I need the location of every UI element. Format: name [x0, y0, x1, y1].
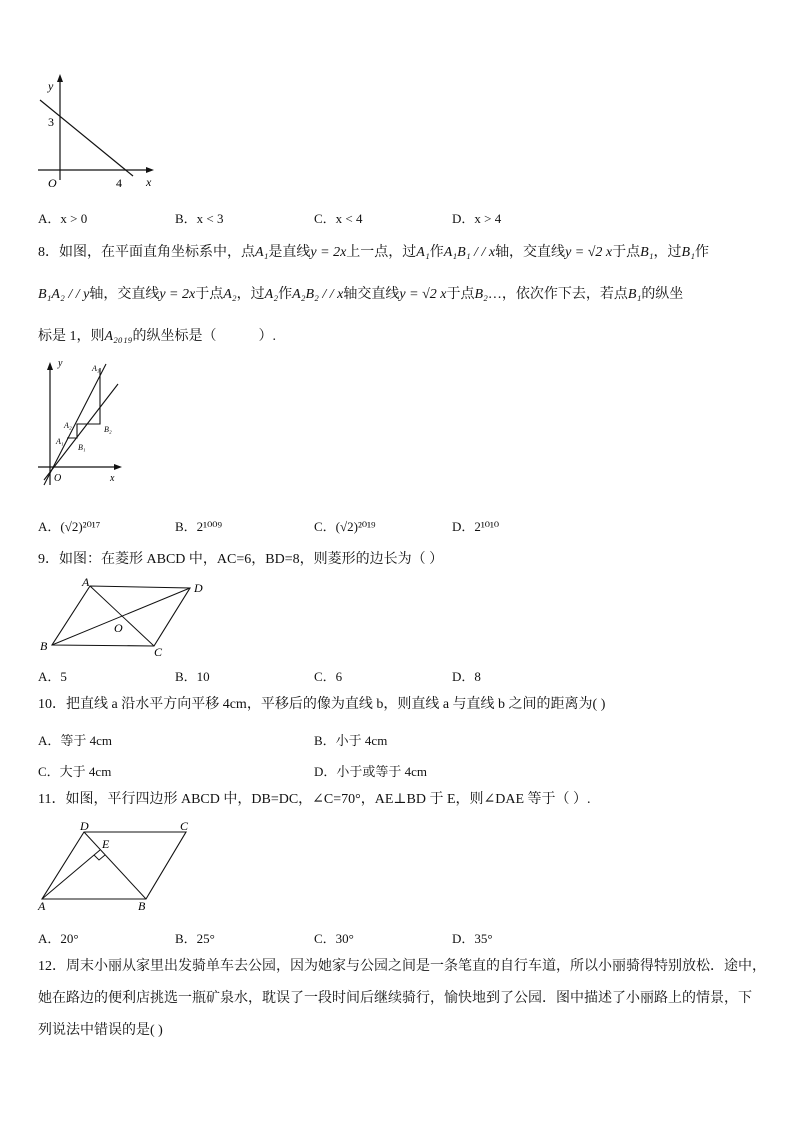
q7-option-c[interactable]: C．x < 4 — [314, 211, 363, 226]
q8-text: 轴，交直线 — [495, 245, 566, 260]
q8-text: 于点 — [612, 245, 641, 260]
q11-option-d[interactable]: D．35° — [452, 931, 493, 946]
q8-math: y = √2 x — [399, 287, 447, 302]
label-C: C — [180, 819, 189, 833]
q8-math: A₂B₂ / / x — [292, 287, 344, 302]
origin-label: O — [48, 176, 57, 190]
q8-text: 轴，交直线 — [89, 287, 160, 302]
q8-math: y = 2x — [159, 287, 196, 302]
q8-text: 作 — [278, 287, 293, 302]
q8-option-a[interactable]: A．(√2)²⁰¹⁷ — [38, 519, 101, 534]
q11-option-c[interactable]: C．30° — [314, 931, 354, 946]
q9-option-c[interactable]: C．6 — [314, 669, 343, 684]
label-E: E — [102, 837, 110, 851]
q10-option-b[interactable]: B．小于 4cm — [314, 733, 388, 748]
label-A2: A₂ — [64, 421, 72, 430]
q8-line-1 — [38, 246, 709, 260]
label-B1: B₁ — [78, 443, 86, 452]
right-angle-mark — [94, 855, 105, 860]
label-D: D — [80, 819, 89, 833]
x-label: x — [110, 473, 115, 484]
q8-text: 是直线 — [268, 245, 311, 260]
y-axis-arrow — [47, 362, 53, 370]
x-tick-label: 4 — [116, 176, 122, 190]
label-D: D — [194, 581, 203, 595]
q11-option-a[interactable]: A．20° — [38, 931, 79, 946]
q8-graph — [30, 360, 130, 490]
q7-option-a[interactable]: A．x > 0 — [38, 211, 88, 226]
label-B: B — [40, 639, 48, 653]
y-tick-label: 3 — [48, 115, 54, 129]
q10-stem: 10．把直线 a 沿水平方向平移 4cm，平移后的像为直线 b，则直线 a 与直线 b 之间的距离为( ) — [38, 697, 606, 712]
q12-line-2: 她在路边的便利店挑选一瓶矿泉水，耽误了一段时间后继续骑行，愉快地到了公园．图中描述了小丽路上的情景，下 — [38, 991, 752, 1006]
q8-math: B₁ — [640, 245, 654, 260]
q9-stem: 9．如图：在菱形 ABCD 中，AC=6，BD=8，则菱形的边长为（ ） — [38, 552, 444, 567]
q8-option-d[interactable]: D．2¹⁰¹⁰ — [452, 519, 500, 534]
q11-parallelogram-figure — [34, 816, 214, 916]
label-A: A — [82, 576, 90, 589]
q8-math: B₂ — [474, 287, 488, 302]
q8-text: ，过 — [236, 287, 265, 302]
q8-line-2 — [38, 288, 683, 302]
q8-text: 作 — [429, 245, 444, 260]
q10-option-c[interactable]: C．大于 4cm — [38, 764, 112, 779]
label-O: O — [114, 621, 123, 635]
label-B2: B₂ — [104, 425, 112, 434]
label-A1: A₁ — [56, 437, 64, 446]
q8-math: A₂₀₁₉ — [104, 329, 133, 344]
x-axis-arrow — [114, 464, 122, 470]
q8-math: A₁ — [255, 245, 269, 260]
q8-text: 的纵坐标是（ ）. — [132, 329, 277, 344]
q11-stem: 11．如图，平行四边形 ABCD 中，DB=DC，∠C=70°，AE⊥BD 于 E，则∠DAE 等于（ ）. — [38, 792, 591, 807]
q8-text: 的纵坐 — [641, 287, 684, 302]
y-label: y — [48, 79, 54, 93]
q8-option-c[interactable]: C．(√2)²⁰¹⁹ — [314, 519, 376, 534]
q8-math: A₁ — [416, 245, 430, 260]
label-A3: A₃ — [92, 364, 100, 373]
q9-rhombus-figure — [34, 576, 214, 660]
q11-option-b[interactable]: B．25° — [175, 931, 215, 946]
q7-option-b[interactable]: B．x < 3 — [175, 211, 224, 226]
q9-option-d[interactable]: D．8 — [452, 669, 481, 684]
q8-text: 上一点，过 — [346, 245, 417, 260]
q8-math: y = √2 x — [565, 245, 613, 260]
q8-text: 标是 1，则 — [38, 329, 105, 344]
y-label: y — [58, 360, 63, 369]
q8-math: y = 2x — [310, 245, 347, 260]
x-axis-arrow — [146, 167, 154, 173]
q8-text: 于点 — [446, 287, 475, 302]
q12-line-3: 列说法中错误的是( ) — [38, 1023, 163, 1038]
q8-math: B₁ — [627, 287, 642, 302]
origin-label: O — [54, 473, 62, 484]
q8-line-3 — [38, 330, 276, 344]
segment-ae — [42, 850, 100, 899]
q8-math: A₂ — [223, 287, 237, 302]
q8-math: A₂ — [264, 287, 279, 302]
q8-text: ，过 — [653, 245, 682, 260]
q8-text: 作 — [694, 245, 709, 260]
q10-option-d[interactable]: D．小于或等于 4cm — [314, 764, 428, 779]
q9-option-a[interactable]: A．5 — [38, 669, 67, 684]
q8-math: B₁A₂ / / y — [38, 287, 90, 302]
q8-option-b[interactable]: B．2¹⁰⁰⁹ — [175, 519, 223, 534]
parallelogram — [42, 832, 186, 899]
label-B: B — [138, 899, 146, 913]
q9-option-b[interactable]: B．10 — [175, 669, 210, 684]
y-axis-arrow — [57, 74, 63, 82]
graph-line — [40, 100, 133, 176]
q12-line-1: 12．周末小丽从家里出发骑单车去公园，因为她家与公园之间是一条笔直的自行车道，所以小丽骑得特别放松．途中， — [38, 959, 766, 974]
diagonal-bd — [52, 588, 190, 645]
q7-graph — [30, 70, 160, 195]
label-A: A — [38, 899, 46, 913]
q8-text: 8．如图，在平面直角坐标系中，点 — [38, 245, 255, 260]
segment-db — [84, 832, 146, 899]
q8-math: A₁B₁ / / x — [443, 245, 496, 260]
q8-text: 于点 — [195, 287, 224, 302]
q10-option-a[interactable]: A．等于 4cm — [38, 733, 113, 748]
q8-text: …，依次作下去，若点 — [487, 287, 628, 302]
step-path — [67, 368, 100, 438]
q7-option-d[interactable]: D．x > 4 — [452, 211, 502, 226]
q8-text: 轴交直线 — [343, 287, 400, 302]
label-C: C — [154, 645, 163, 659]
x-label: x — [146, 175, 152, 189]
q8-math: B₁ — [681, 245, 695, 260]
